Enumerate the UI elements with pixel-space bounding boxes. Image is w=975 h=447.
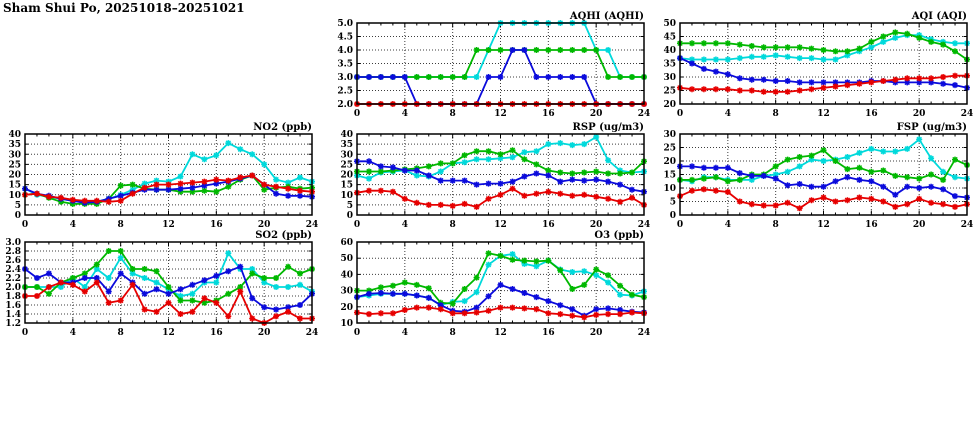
x-tick-label: 16 bbox=[542, 328, 555, 338]
x-tick-label: 4 bbox=[69, 220, 76, 230]
x-tick-label: 8 bbox=[772, 220, 779, 230]
x-tick-label: 12 bbox=[162, 220, 175, 230]
y-tick-label: 35 bbox=[8, 140, 21, 151]
x-tick-label: 4 bbox=[401, 109, 408, 119]
x-tick-label: 20 bbox=[589, 328, 603, 338]
x-tick-label: 0 bbox=[21, 220, 29, 230]
so2-green-line-markers bbox=[22, 248, 315, 306]
x-tick-label: 12 bbox=[494, 109, 507, 119]
x-tick-label: 24 bbox=[960, 220, 974, 230]
aqi-plot bbox=[656, 6, 975, 120]
o3-plot bbox=[333, 225, 655, 339]
y-tick-label: 1.4 bbox=[5, 310, 21, 320]
y-tick-label: 2.2 bbox=[5, 274, 21, 284]
x-tick-label: 16 bbox=[865, 109, 878, 119]
x-tick-label: 24 bbox=[637, 109, 651, 119]
x-tick-label: 12 bbox=[817, 109, 830, 119]
o3-blue-line-markers bbox=[354, 282, 647, 319]
x-tick-label: 0 bbox=[676, 109, 684, 119]
no2-plot bbox=[1, 117, 323, 231]
y-tick-label: 3.0 bbox=[337, 73, 353, 83]
x-tick-label: 8 bbox=[449, 220, 456, 230]
y-tick-label: 10 bbox=[8, 190, 21, 201]
x-tick-label: 4 bbox=[724, 109, 731, 119]
x-tick-label: 12 bbox=[817, 220, 830, 230]
y-tick-label: 2.6 bbox=[5, 256, 21, 266]
x-tick-label: 0 bbox=[353, 220, 361, 230]
o3-cyan-line bbox=[357, 254, 644, 305]
x-tick-label: 8 bbox=[117, 220, 124, 230]
y-tick-label: 15 bbox=[8, 180, 21, 191]
aqi-chart bbox=[656, 6, 975, 120]
x-tick-label: 8 bbox=[449, 328, 456, 338]
y-tick-label: 20 bbox=[340, 302, 353, 313]
y-tick-label: 45 bbox=[663, 32, 676, 43]
x-tick-label: 12 bbox=[494, 328, 507, 338]
x-tick-label: 8 bbox=[449, 109, 456, 119]
x-tick-label: 8 bbox=[117, 328, 124, 338]
y-tick-label: 4.0 bbox=[337, 46, 353, 56]
y-tick-label: 0 bbox=[346, 211, 353, 221]
x-tick-label: 4 bbox=[724, 220, 731, 230]
x-tick-label: 24 bbox=[637, 328, 651, 338]
x-tick-label: 24 bbox=[305, 328, 319, 338]
y-tick-label: 1.6 bbox=[5, 301, 21, 311]
chart-title: AQHI (AQHI) bbox=[569, 11, 644, 22]
y-tick-label: 4.5 bbox=[337, 32, 353, 43]
chart-title: SO2 (ppb) bbox=[255, 230, 312, 241]
y-tick-label: 30 bbox=[340, 150, 353, 161]
x-tick-label: 20 bbox=[912, 220, 926, 230]
x-tick-label: 16 bbox=[865, 220, 878, 230]
y-tick-label: 0 bbox=[669, 211, 676, 221]
x-tick-label: 4 bbox=[401, 220, 408, 230]
x-tick-label: 24 bbox=[637, 220, 651, 230]
y-tick-label: 40 bbox=[8, 130, 21, 140]
y-tick-label: 20 bbox=[8, 170, 21, 181]
y-tick-label: 10 bbox=[663, 184, 676, 194]
y-tick-label: 25 bbox=[340, 160, 353, 171]
y-tick-label: 40 bbox=[340, 270, 353, 281]
aqhi-plot bbox=[333, 6, 655, 120]
aqhi-chart bbox=[333, 6, 655, 120]
y-tick-label: 40 bbox=[340, 130, 353, 140]
y-tick-label: 30 bbox=[340, 286, 353, 297]
x-tick-label: 16 bbox=[542, 109, 555, 119]
y-tick-label: 3.0 bbox=[5, 238, 21, 248]
no2-chart bbox=[1, 117, 323, 231]
x-tick-label: 24 bbox=[960, 109, 974, 119]
y-tick-label: 25 bbox=[8, 160, 21, 171]
y-tick-label: 5.0 bbox=[337, 19, 353, 29]
y-tick-label: 2.4 bbox=[5, 265, 21, 275]
rsp-plot bbox=[333, 117, 655, 231]
so2-plot bbox=[1, 225, 323, 339]
chart-title: O3 (ppb) bbox=[594, 230, 644, 241]
x-tick-label: 12 bbox=[494, 220, 507, 230]
y-tick-label: 15 bbox=[663, 170, 676, 181]
y-tick-label: 25 bbox=[663, 143, 676, 154]
y-tick-label: 3.5 bbox=[337, 59, 353, 70]
chart-title: AQI (AQI) bbox=[911, 11, 967, 22]
y-tick-label: 40 bbox=[663, 46, 676, 56]
y-tick-label: 2.0 bbox=[337, 100, 353, 110]
y-tick-label: 0 bbox=[14, 211, 21, 221]
fsp-chart bbox=[656, 117, 975, 231]
y-tick-label: 10 bbox=[340, 319, 353, 329]
y-tick-label: 30 bbox=[663, 73, 676, 83]
y-tick-label: 2.0 bbox=[5, 283, 21, 293]
chart-title: FSP (ug/m3) bbox=[896, 122, 967, 133]
y-tick-label: 35 bbox=[663, 59, 676, 70]
fsp-plot bbox=[656, 117, 975, 231]
x-tick-label: 16 bbox=[210, 328, 223, 338]
gridlines bbox=[680, 23, 967, 104]
x-tick-label: 20 bbox=[589, 220, 603, 230]
y-tick-label: 5 bbox=[346, 200, 353, 211]
y-tick-label: 5 bbox=[14, 200, 21, 211]
fsp-red-line-markers bbox=[677, 186, 970, 211]
x-tick-label: 0 bbox=[353, 328, 361, 338]
chart-title: RSP (ug/m3) bbox=[572, 122, 644, 133]
x-tick-label: 0 bbox=[21, 328, 29, 338]
x-tick-label: 16 bbox=[210, 220, 223, 230]
x-tick-label: 4 bbox=[69, 328, 76, 338]
y-tick-label: 1.2 bbox=[5, 319, 21, 329]
y-tick-label: 15 bbox=[340, 180, 353, 191]
x-tick-label: 16 bbox=[542, 220, 555, 230]
gridlines bbox=[357, 23, 644, 104]
y-tick-label: 25 bbox=[663, 86, 676, 97]
x-tick-label: 0 bbox=[676, 220, 684, 230]
no2-cyan-line bbox=[25, 143, 312, 202]
x-tick-label: 24 bbox=[305, 220, 319, 230]
y-tick-label: 20 bbox=[663, 157, 676, 167]
y-tick-label: 2.8 bbox=[5, 247, 21, 257]
fsp-blue-line bbox=[680, 166, 967, 197]
y-tick-label: 20 bbox=[340, 170, 353, 181]
y-tick-label: 10 bbox=[340, 190, 353, 201]
x-tick-label: 20 bbox=[257, 328, 271, 338]
x-tick-label: 8 bbox=[772, 109, 779, 119]
y-tick-label: 1.8 bbox=[5, 292, 21, 302]
y-tick-label: 20 bbox=[663, 100, 676, 110]
chart-title: NO2 (ppb) bbox=[253, 122, 312, 133]
y-tick-label: 35 bbox=[340, 140, 353, 151]
x-tick-label: 20 bbox=[589, 109, 603, 119]
y-tick-label: 30 bbox=[8, 150, 21, 161]
x-tick-label: 12 bbox=[162, 328, 175, 338]
so2-chart bbox=[1, 225, 323, 339]
y-tick-label: 30 bbox=[663, 130, 676, 140]
x-tick-label: 4 bbox=[401, 328, 408, 338]
page-title: Sham Shui Po, 20251018–20251021 bbox=[3, 1, 245, 15]
y-tick-label: 60 bbox=[340, 238, 353, 248]
x-tick-label: 0 bbox=[353, 109, 361, 119]
o3-chart bbox=[333, 225, 655, 339]
y-tick-label: 50 bbox=[340, 254, 353, 265]
x-tick-label: 20 bbox=[912, 109, 926, 119]
y-tick-label: 50 bbox=[663, 19, 676, 29]
y-tick-label: 5 bbox=[669, 197, 676, 208]
y-tick-label: 2.5 bbox=[337, 86, 353, 97]
rsp-chart bbox=[333, 117, 655, 231]
x-tick-label: 20 bbox=[257, 220, 271, 230]
